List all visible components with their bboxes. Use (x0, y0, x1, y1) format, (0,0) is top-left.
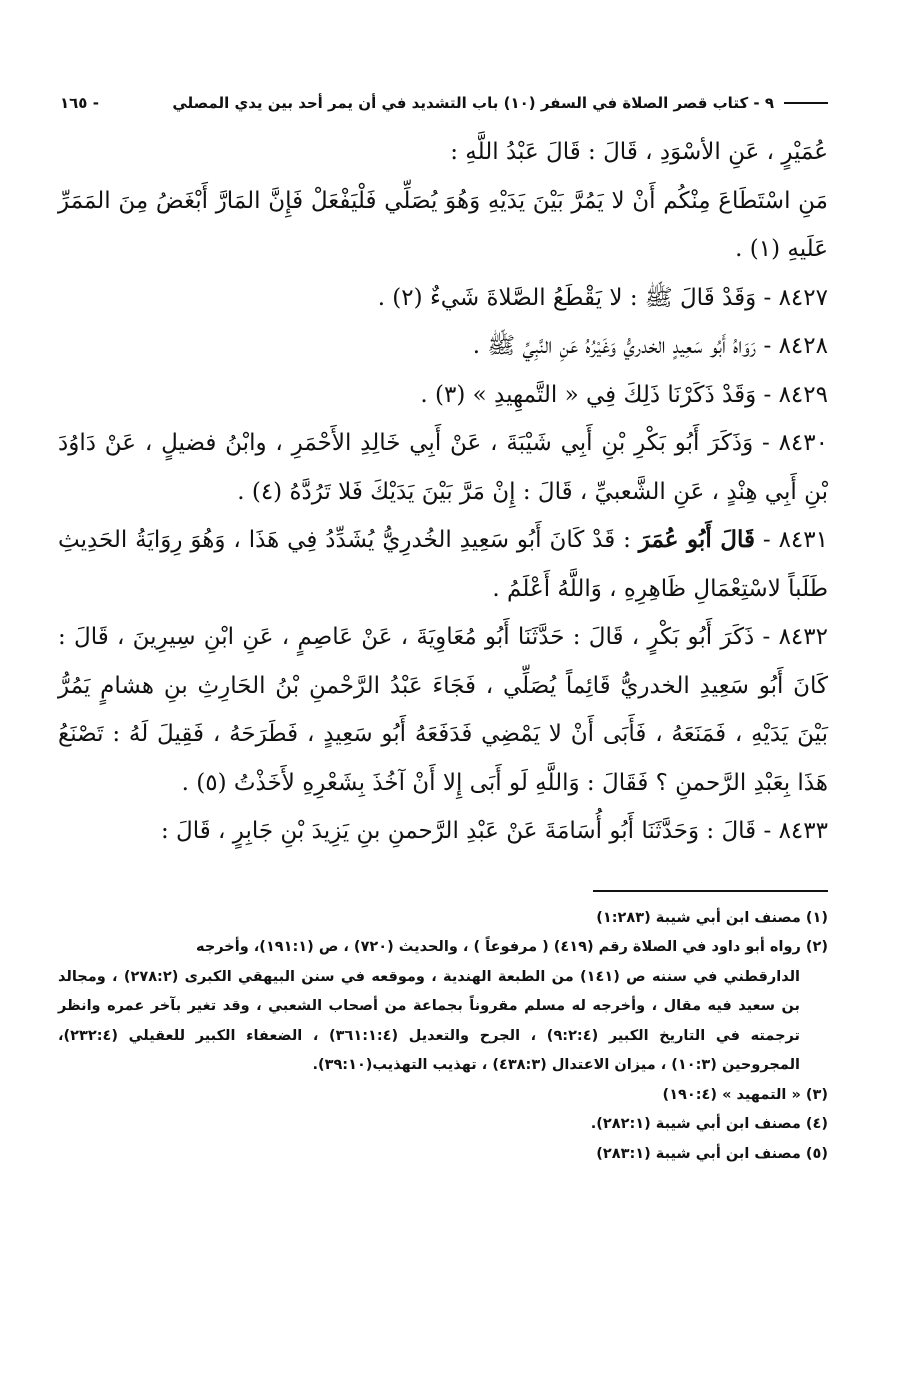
running-header-title: ٩ - كتاب قصر الصلاة في السفر (١٠) باب التشديد في أن يمر أحد بين يدي المصلي (172, 94, 774, 112)
header-rule (784, 102, 828, 104)
paragraph-8428: ٨٤٢٨ - رَوَاهُ أَبُو سَعِيدٍ الخدريُّ وَغَيْرُهُ عَنِ النَّبِيِّ ﷺ . (472, 333, 828, 359)
paragraph-8431-number: ٨٤٣١ - (755, 527, 828, 553)
footnote-4: (٤) مصنف ابن أبي شيبة (٢٨٢:١). (590, 1116, 828, 1132)
paragraph-8430: ٨٤٣٠ - وَذَكَرَ أَبُو بَكْرِ بْنِ أَبِي شَيْبَةَ ، عَنْ أَبِي خَالِدِ الأَحْمَرِ ، وابْنُ فضيلٍ ، عَنْ دَاوُدَ بْنِ أَبِي هِنْدٍ ، عَنِ الشَّعبيِّ ، قَالَ : إِنْ مَرَّ بَيْنَ يَدَيْكَ فَلا تَرُدَّهُ (٤) . (58, 430, 828, 505)
paragraph-8429: ٨٤٢٩ - وَقَدْ ذَكَرْنَا ذَلِكَ فِي « التَّمهِيدِ » (٣) . (420, 381, 828, 408)
footnotes (58, 904, 828, 1170)
footnote-5: (٥) مصنف ابن أبي شيبة (٢٨٣:١) (596, 1145, 828, 1162)
paragraph-8431 (58, 516, 828, 613)
paragraph-8427: ٨٤٢٧ - وَقَدْ قَالَ ﷺ : لا يَقْطَعُ الصَّلاةَ شَيءٌ (٢) . (377, 284, 828, 311)
footnote-separator-wrap (58, 856, 828, 892)
footnote-3: (٣) « التمهيد » (١٩٠:٤) (662, 1086, 828, 1103)
page-number: - ١٦٥ (60, 94, 99, 112)
book-page (58, 88, 828, 1338)
footnote-separator (593, 890, 828, 892)
paragraph-8432: ٨٤٣٢ - ذَكَرَ أَبُو بَكْرٍ ، قَالَ : حَدَّثَنَا أَبُو مُعَاوِيَةَ ، عَنْ عَاصِمٍ ، عَنِ ابْنِ سِيرِينَ ، قَالَ : كَانَ أَبُو سَعِيدِ الخدريُّ قَائِماً يُصَلِّي ، فَجَاءَ عَبْدُ الرَّحْمنِ بْنُ الحَارِثِ بنِ هشامٍ يَمُرُّ بَيْنَ يَدَيْهِ ، فَمَنَعَهُ ، فَأَبَى أَنْ لا يَمْضِي فَدَفَعَهُ أَبُو سَعِيدٍ ، فَطَرَحَهُ ، فَقِيلَ لَهُ : تَصْنَعُ هَذَا بِعَبْدِ الرَّحمنِ ؟ فَقَالَ : وَاللَّهِ لَو أَبَى إِلا أَنْ آخُذَ بِشَعْرِهِ لأَخَذْتُ (٥) . (58, 624, 828, 796)
paragraph-8433: ٨٤٣٣ - قَالَ : وَحَدَّثَنَا أَبُو أُسَامَةَ عَنْ عَبْدِ الرَّحمنِ بنِ يَزِيدَ بْنِ جَابِرٍ ، قَالَ : (160, 818, 828, 844)
paragraph-quote: مَنِ اسْتَطَاعَ مِنْكُم أَنْ لا يَمُرَّ بَيْنَ يَدَيْهِ وَهُوَ يُصَلِّي فَلْيَفْعَلْ فَإِنَّ المَارَّ أَبْغَضُ مِنَ المَمَرِّ عَلَيهِ (١) . (58, 187, 828, 262)
running-header (58, 88, 828, 118)
paragraph-8431-speaker: قَالَ أَبُو عُمَرَ (638, 526, 756, 553)
main-text (58, 128, 828, 856)
footnote-2-first-line: (٢) رواه أبو داود في الصلاة رقم (٤١٩) ( مرفوعاً ) ، والحديث (٧٢٠) ، ص (١٩١:١)، وأخرجه (196, 939, 828, 955)
footnote-1: (١) مصنف ابن أبي شيبة (١:٢٨٣) (596, 909, 828, 926)
footnote-2-continuation: الدارقطني في سننه ص (١٤١) من الطبعة الهندية ، وموقعه في سنن البيهقي الكبرى (٢٧٨:٢) ، ومجالد بن سعيد فيه مقال ، وأخرجه له مسلم مقروناً بجماعة من أصحاب الشعبي ، وقد تغير بآخر عمره وانظر ترجمته في التاريخ الكبير (٩:٢:٤) ، الجرح والتعديل (٣٦١:١:٤) ، الضعفاء الكبير للعقيلي (٢٣٢:٤)، المجروحين (١٠:٣) ، ميزان الاعتدال (٤٣٨:٣) ، تهذيب التهذيب(٣٩:١٠). (58, 968, 801, 1073)
paragraph-8431-text: : قَدْ كَانَ أَبُو سَعِيدِ الخُدرِيُّ يُشَدِّدُ فِي هَذَا ، وَهُوَ رِوَايَةُ الحَدِيثِ طَلَباً لاسْتِعْمَالِ ظَاهِرِهِ ، وَاللَّهُ أَعْلَمُ . (58, 527, 828, 602)
paragraph-continuation: عُمَيْرٍ ، عَنِ الأسْوَدِ ، قَالَ : قَالَ عَبْدُ اللَّهِ : (450, 139, 828, 165)
